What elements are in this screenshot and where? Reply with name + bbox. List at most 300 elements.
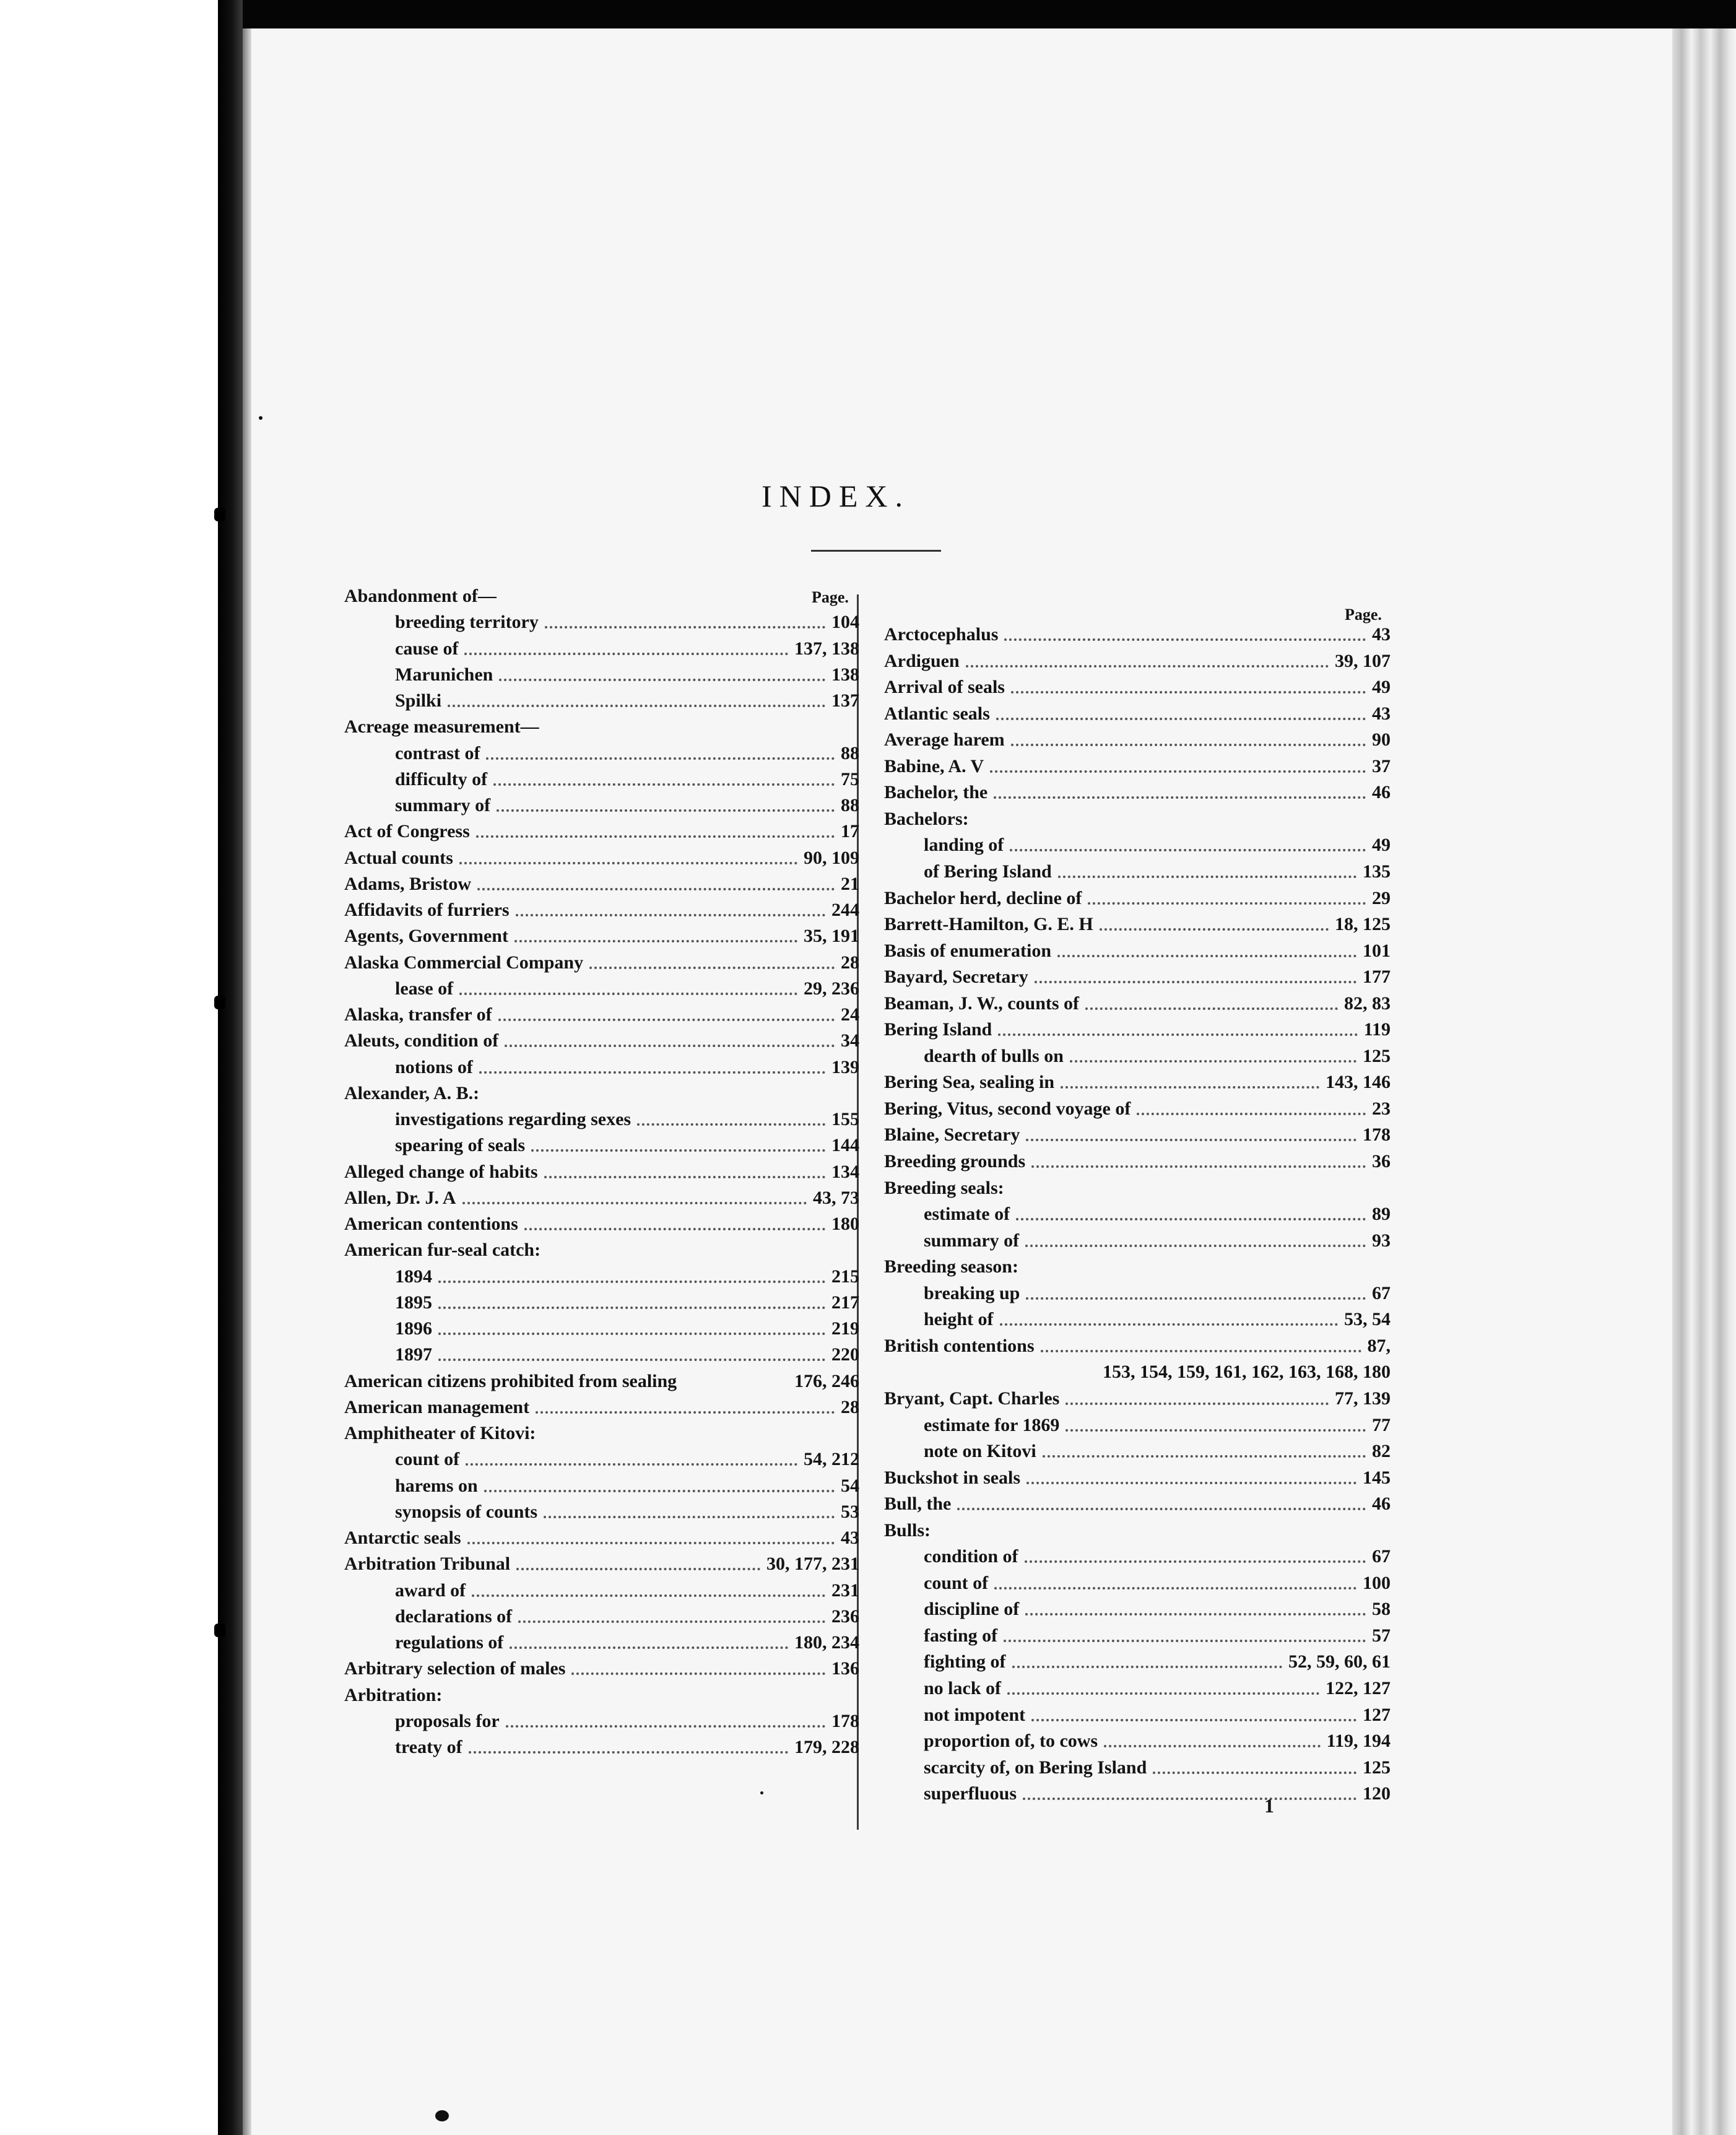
index-entry-page: 43: [1372, 703, 1391, 724]
index-entry-page: 24: [841, 1004, 859, 1025]
left-page-label: Page.: [812, 588, 849, 606]
index-entry: [344, 1029, 859, 1053]
index-entry-page: 46: [1372, 1494, 1391, 1515]
dot-leader: [1088, 902, 1366, 905]
index-entry-page: 236: [831, 1606, 859, 1627]
index-entry: [344, 1657, 859, 1681]
index-entry: [924, 1440, 1391, 1463]
index-entry-page: 75: [841, 768, 859, 789]
right-page-label: Page.: [1345, 606, 1382, 624]
index-entry-label: Buckshot in seals: [884, 1467, 1021, 1488]
index-entry: [395, 1710, 859, 1733]
index-entry: [924, 1045, 1391, 1068]
index-heading: American fur-seal catch:: [344, 1240, 541, 1261]
index-entry: [395, 977, 859, 1001]
previous-page-edge: [0, 0, 220, 2135]
index-entry-page: 54: [841, 1475, 859, 1496]
index-entry-label: dearth of bulls on: [924, 1045, 1064, 1066]
dot-leader: [524, 1228, 825, 1230]
index-entry-label: Bull, the: [884, 1494, 952, 1515]
index-entry: [924, 1756, 1391, 1780]
index-entry-page: 244: [831, 900, 859, 920]
index-entry-page: 231: [831, 1580, 859, 1601]
book-gutter: [218, 0, 243, 2135]
index-entry: [924, 1414, 1391, 1437]
index-entry: [395, 1291, 859, 1315]
index-entry: [884, 1018, 1391, 1041]
ink-speck: [259, 416, 263, 420]
index-entry-page: 17: [841, 821, 859, 842]
index-heading: Amphitheater of Kitovi:: [344, 1423, 536, 1443]
index-entry-page: 67: [1372, 1282, 1391, 1303]
index-entry-page: 100: [1363, 1572, 1391, 1593]
index-entry-label: Bering Island: [884, 1019, 992, 1040]
dot-leader: [990, 770, 1366, 773]
index-entry-page: 155: [831, 1109, 859, 1129]
index-entry-label: Arbitration Tribunal: [344, 1554, 511, 1575]
dot-leader: [1065, 1402, 1329, 1405]
dot-leader: [1031, 1165, 1366, 1168]
index-entry-page: 217: [831, 1292, 859, 1313]
index-entry-label: Bering Sea, sealing in: [884, 1072, 1055, 1093]
dot-leader: [469, 1751, 788, 1754]
index-entry: [344, 820, 859, 843]
index-entry-label: investigations regarding sexes: [395, 1109, 631, 1129]
index-entry-label: 1895: [395, 1292, 432, 1313]
dot-leader: [1061, 1086, 1319, 1089]
index-entry: [395, 1579, 859, 1602]
dot-leader: [467, 1542, 835, 1544]
index-entry-page: 179, 228: [794, 1737, 859, 1757]
index-entry-page: 138: [831, 664, 859, 685]
index-entry-label: declarations of: [395, 1606, 513, 1627]
index-entry-label: treaty of: [395, 1737, 462, 1757]
dot-leader: [498, 1019, 835, 1021]
index-entry-page: 125: [1363, 1757, 1391, 1778]
dot-leader: [1104, 1745, 1321, 1747]
index-entry-label: lease of: [395, 978, 454, 999]
index-entry-label: Babine, A. V: [884, 755, 984, 776]
dot-leader: [1012, 1666, 1282, 1668]
index-entry-label: 1897: [395, 1344, 432, 1365]
index-entry: [884, 939, 1391, 963]
index-entry-label: count of: [395, 1449, 460, 1470]
index-entry-label: American management: [344, 1396, 530, 1417]
dot-leader: [516, 914, 825, 916]
index-entry: [395, 1056, 859, 1079]
index-entry-page: 178: [831, 1710, 859, 1731]
dot-leader: [1031, 1719, 1356, 1721]
index-entry-label: summary of: [395, 795, 491, 815]
index-entry-page: 87,: [1367, 1335, 1391, 1356]
index-entry: [395, 1265, 859, 1289]
index-entry-label: condition of: [924, 1546, 1018, 1567]
index-entry-label: Alaska Commercial Company: [344, 952, 584, 973]
index-entry-page: 29, 236: [804, 978, 859, 999]
folio-number: 1: [1264, 1794, 1274, 1817]
dot-leader: [1010, 849, 1366, 851]
index-page-continuation: 153, 154, 159, 161, 162, 163, 168, 180: [1103, 1362, 1391, 1383]
index-entry: [344, 951, 859, 975]
index-entry-page: 36: [1372, 1151, 1391, 1172]
index-entry: [884, 965, 1391, 989]
index-entry-label: Average harem: [884, 729, 1005, 750]
index-entry-label: Act of Congress: [344, 821, 470, 842]
index-entry: [924, 1572, 1391, 1595]
dot-leader: [479, 1071, 825, 1074]
index-entry: [344, 1552, 859, 1576]
dot-leader: [518, 1620, 825, 1623]
dot-leader: [1035, 981, 1356, 983]
dot-leader: [1025, 1245, 1366, 1247]
dot-leader: [438, 1281, 825, 1283]
index-entry-page: 134: [831, 1161, 859, 1182]
index-entry-page: 137, 138: [794, 638, 859, 659]
index-entry-page: 145: [1363, 1467, 1391, 1488]
dot-leader: [957, 1508, 1366, 1510]
index-entry: [924, 1624, 1391, 1648]
binding-stitch: [214, 508, 225, 521]
index-entry: [924, 1598, 1391, 1621]
index-entry-page: 29: [1372, 887, 1391, 908]
index-entry-page: 82: [1372, 1441, 1391, 1462]
index-entry-page: 220: [831, 1344, 859, 1365]
dot-leader: [544, 1176, 825, 1178]
index-entry-page: 104: [831, 612, 859, 633]
index-entry-label: Ardiguen: [884, 650, 960, 671]
dot-leader: [1043, 1455, 1366, 1458]
index-entry-page: 180: [831, 1214, 859, 1234]
index-entry-label: regulations of: [395, 1632, 504, 1653]
dot-leader: [1026, 1297, 1366, 1300]
dot-leader: [994, 1587, 1356, 1589]
index-entry: [884, 755, 1391, 778]
index-entry-label: Atlantic seals: [884, 703, 990, 724]
index-entry-page: 43, 73: [813, 1187, 859, 1208]
index-entry: [395, 1500, 859, 1524]
index-entry: [924, 1703, 1391, 1727]
ink-speck: [435, 2110, 449, 2121]
index-entry-page: 57: [1372, 1625, 1391, 1646]
index-entry: [344, 1526, 859, 1550]
dot-leader: [1011, 691, 1366, 694]
index-entry-page: 49: [1372, 677, 1391, 698]
index-entry-label: height of: [924, 1309, 994, 1330]
index-entry-page: 127: [1363, 1704, 1391, 1725]
index-entry-label: scarcity of, on Bering Island: [924, 1757, 1147, 1778]
binding-stitch: [214, 1624, 225, 1637]
index-entry-label: Beaman, J. W., counts of: [884, 993, 1080, 1014]
dot-leader: [484, 1490, 835, 1492]
binding-stitch: [214, 996, 225, 1009]
index-entry: [395, 611, 859, 634]
dot-leader: [462, 1202, 807, 1204]
index-entry-label: British contentions: [884, 1335, 1035, 1356]
index-entry-label: summary of: [924, 1230, 1020, 1251]
index-entry-page: 28: [841, 952, 859, 973]
index-entry-label: of Bering Island: [924, 861, 1052, 882]
index-entry: [395, 1474, 859, 1498]
index-entry: [344, 1370, 859, 1393]
index-entry-page: 215: [831, 1266, 859, 1287]
index-entry-page: 144: [831, 1135, 859, 1156]
dot-leader: [1070, 1060, 1356, 1063]
dot-leader: [571, 1672, 825, 1675]
index-entry-label: Alleged change of habits: [344, 1161, 538, 1182]
dot-leader: [544, 1516, 835, 1518]
gutter-shadow: [243, 0, 251, 2135]
dot-leader: [464, 653, 788, 655]
title-rule: [811, 550, 941, 552]
index-entry: [884, 1492, 1391, 1516]
index-entry-page: 28: [841, 1396, 859, 1417]
index-entry-label: Allen, Dr. J. A: [344, 1187, 456, 1208]
index-entry-label: Spilki: [395, 690, 442, 711]
index-entry-label: Antarctic seals: [344, 1528, 461, 1548]
index-entry-label: Affidavits of furriers: [344, 900, 510, 920]
dot-leader: [438, 1333, 825, 1335]
dot-leader: [448, 705, 825, 707]
index-entry-page: 35, 191: [804, 926, 859, 947]
index-entry: [884, 992, 1391, 1015]
index-entry-page: 52, 59, 60, 61: [1288, 1651, 1391, 1672]
index-entry: [395, 1448, 859, 1471]
index-entry: [924, 1229, 1391, 1253]
dot-leader: [510, 1646, 788, 1649]
index-entry: [924, 833, 1391, 857]
index-entry-page: 82, 83: [1344, 993, 1391, 1014]
index-entry-label: Arctocephalus: [884, 624, 999, 645]
index-entry-page: 125: [1363, 1045, 1391, 1066]
dot-leader: [466, 1463, 797, 1466]
index-entry: [884, 728, 1391, 752]
dot-leader: [438, 1307, 825, 1309]
index-entry-label: estimate for 1869: [924, 1414, 1060, 1435]
index-entry-page: 77: [1372, 1414, 1391, 1435]
index-entry-page: 54, 212: [804, 1449, 859, 1470]
index-entry-label: Arrival of seals: [884, 677, 1005, 698]
index-entry-page: 53, 54: [1344, 1309, 1391, 1330]
index-entry-label: harems on: [395, 1475, 478, 1496]
index-entry: [395, 1343, 859, 1367]
index-entry-page: 89: [1372, 1204, 1391, 1225]
dot-leader: [514, 940, 797, 942]
index-entry: [924, 1650, 1391, 1674]
index-entry-page: 23: [1372, 1098, 1391, 1119]
index-entry-page: 18, 125: [1335, 914, 1391, 935]
index-entry-page: 119, 194: [1326, 1731, 1391, 1752]
index-entry-page: 46: [1372, 782, 1391, 803]
index-entry-page: 58: [1372, 1599, 1391, 1620]
index-entry-label: Barrett-Hamilton, G. E. H: [884, 914, 1093, 935]
index-entry-label: Actual counts: [344, 847, 453, 868]
index-entry-label: American citizens prohibited from sealing: [344, 1370, 677, 1391]
index-entry-page: 177: [1363, 967, 1391, 988]
index-entry-label: proposals for: [395, 1710, 500, 1731]
index-entry-page: 67: [1372, 1546, 1391, 1567]
index-entry: [395, 1736, 859, 1759]
dot-leader: [1023, 1798, 1356, 1800]
index-entry-label: proportion of, to cows: [924, 1731, 1098, 1752]
dot-leader: [1025, 1560, 1366, 1563]
index-entry-label: note on Kitovi: [924, 1441, 1036, 1462]
index-entry-page: 21: [841, 873, 859, 894]
dot-leader: [486, 757, 835, 760]
index-entry-label: difficulty of: [395, 768, 488, 789]
dot-leader: [1026, 1139, 1356, 1141]
dot-leader: [1016, 1218, 1366, 1220]
dot-leader: [499, 679, 825, 681]
index-entry-page: 53: [841, 1501, 859, 1522]
index-entry-page: 30, 177, 231: [766, 1554, 859, 1575]
index-entry-label: discipline of: [924, 1599, 1020, 1620]
index-entry-label: Bayard, Secretary: [884, 967, 1028, 988]
index-entry-page: 34: [841, 1030, 859, 1051]
dot-leader: [536, 1411, 835, 1414]
dot-leader: [1004, 1640, 1366, 1642]
index-entry: [344, 1396, 859, 1419]
index-entry-page: 43: [841, 1528, 859, 1548]
index-entry-label: Bryant, Capt. Charles: [884, 1388, 1060, 1409]
index-entry: [924, 1677, 1391, 1700]
index-entry: [395, 794, 859, 817]
index-entry: [884, 1387, 1391, 1411]
index-entry: [884, 1097, 1391, 1121]
dot-leader: [1153, 1772, 1356, 1774]
index-entry: [344, 1212, 859, 1236]
index-entry: [884, 1334, 1391, 1358]
dot-leader: [1057, 955, 1356, 957]
index-entry-page: 136: [831, 1658, 859, 1679]
index-entry-label: Arbitrary selection of males: [344, 1658, 566, 1679]
dot-leader: [497, 809, 835, 812]
index-entry-label: count of: [924, 1572, 989, 1593]
index-heading: Acreage measurement—: [344, 716, 539, 737]
index-entry-label: contrast of: [395, 742, 480, 763]
ink-speck: [760, 1791, 763, 1794]
index-entry: [395, 742, 859, 765]
index-entry-page: 176, 246: [794, 1370, 859, 1391]
dot-leader: [998, 1033, 1357, 1036]
index-entry-label: Bering, Vitus, second voyage of: [884, 1098, 1131, 1119]
dot-leader: [1065, 1429, 1366, 1432]
dot-leader: [1007, 1692, 1319, 1695]
index-entry: [344, 924, 859, 948]
index-entry-page: 37: [1372, 755, 1391, 776]
index-entry-label: Alaska, transfer of: [344, 1004, 492, 1025]
index-entry: [344, 1186, 859, 1210]
dot-leader: [1085, 1007, 1338, 1010]
dot-leader: [516, 1568, 760, 1570]
index-entry: [924, 1545, 1391, 1568]
index-entry-page: 120: [1363, 1783, 1391, 1804]
dot-leader: [505, 1045, 835, 1047]
index-entry-page: 39, 107: [1335, 650, 1391, 671]
index-entry-label: Aleuts, condition of: [344, 1030, 499, 1051]
index-entry-label: Basis of enumeration: [884, 940, 1051, 961]
index-entry: [344, 1160, 859, 1184]
index-entry-label: Bachelor, the: [884, 782, 988, 803]
index-heading: Bulls:: [884, 1520, 931, 1541]
index-entry: [884, 650, 1391, 673]
index-entry: [884, 1071, 1391, 1094]
index-entry-page: 90: [1372, 729, 1391, 750]
index-entry: [884, 781, 1391, 804]
index-entry-label: Bachelor herd, decline of: [884, 887, 1082, 908]
index-entry: [924, 1782, 1391, 1806]
index-entry-label: award of: [395, 1580, 466, 1601]
index-entry: [884, 623, 1391, 646]
index-entry-page: 219: [831, 1318, 859, 1339]
index-entry-label: superfluous: [924, 1783, 1017, 1804]
index-entry-page: 101: [1363, 940, 1391, 961]
index-entry: [884, 1466, 1391, 1490]
index-heading: Abandonment of—: [344, 586, 497, 606]
index-entry-label: Marunichen: [395, 664, 493, 685]
index-entry-page: 143, 146: [1326, 1072, 1391, 1093]
index-entry-label: not impotent: [924, 1704, 1026, 1725]
dot-leader: [1000, 1323, 1339, 1326]
dot-leader: [1004, 638, 1366, 641]
index-entry-page: 139: [831, 1056, 859, 1077]
index-entry: [924, 860, 1391, 884]
dot-leader: [545, 626, 825, 628]
index-entry-page: 180, 234: [794, 1632, 859, 1653]
index-entry: [924, 1202, 1391, 1226]
index-entry: [395, 689, 859, 713]
index-entry-label: fighting of: [924, 1651, 1006, 1672]
dot-leader: [477, 888, 835, 890]
dot-leader: [996, 718, 1366, 720]
dot-leader: [438, 1359, 825, 1361]
dot-leader: [476, 835, 835, 838]
dot-leader: [637, 1123, 825, 1126]
index-entry-label: Breeding grounds: [884, 1151, 1026, 1172]
index-entry-page: 88: [841, 795, 859, 815]
index-entry-page: 43: [1372, 624, 1391, 645]
index-entry: [884, 676, 1391, 699]
index-entry-label: American contentions: [344, 1214, 518, 1234]
index-entry: [884, 1123, 1391, 1147]
dot-leader: [1058, 876, 1356, 878]
index-entry: [884, 702, 1391, 726]
index-entry: [395, 768, 859, 791]
index-entry: [395, 1631, 859, 1655]
dot-leader: [1137, 1113, 1366, 1115]
index-entry-label: spearing of seals: [395, 1135, 525, 1156]
index-entry-page: 119: [1363, 1019, 1391, 1040]
index-entry-page: 93: [1372, 1230, 1391, 1251]
index-entry-page: 88: [841, 742, 859, 763]
dot-leader: [493, 783, 835, 786]
scan-top-border: [243, 0, 1736, 28]
dot-leader: [1025, 1613, 1366, 1615]
index-entry-label: synopsis of counts: [395, 1501, 538, 1522]
index-entry: [924, 1282, 1391, 1305]
index-entry: [395, 1605, 859, 1628]
index-entry-label: 1894: [395, 1266, 432, 1287]
index-entry: [395, 1317, 859, 1341]
dot-leader: [1026, 1482, 1356, 1484]
index-entry-label: 1896: [395, 1318, 432, 1339]
dot-leader: [459, 862, 797, 864]
index-entry: [344, 872, 859, 896]
index-entry-label: cause of: [395, 638, 459, 659]
index-entry: [395, 1108, 859, 1131]
index-entry: [395, 1134, 859, 1157]
index-entry-page: 122, 127: [1326, 1678, 1391, 1698]
dot-leader: [994, 796, 1366, 799]
